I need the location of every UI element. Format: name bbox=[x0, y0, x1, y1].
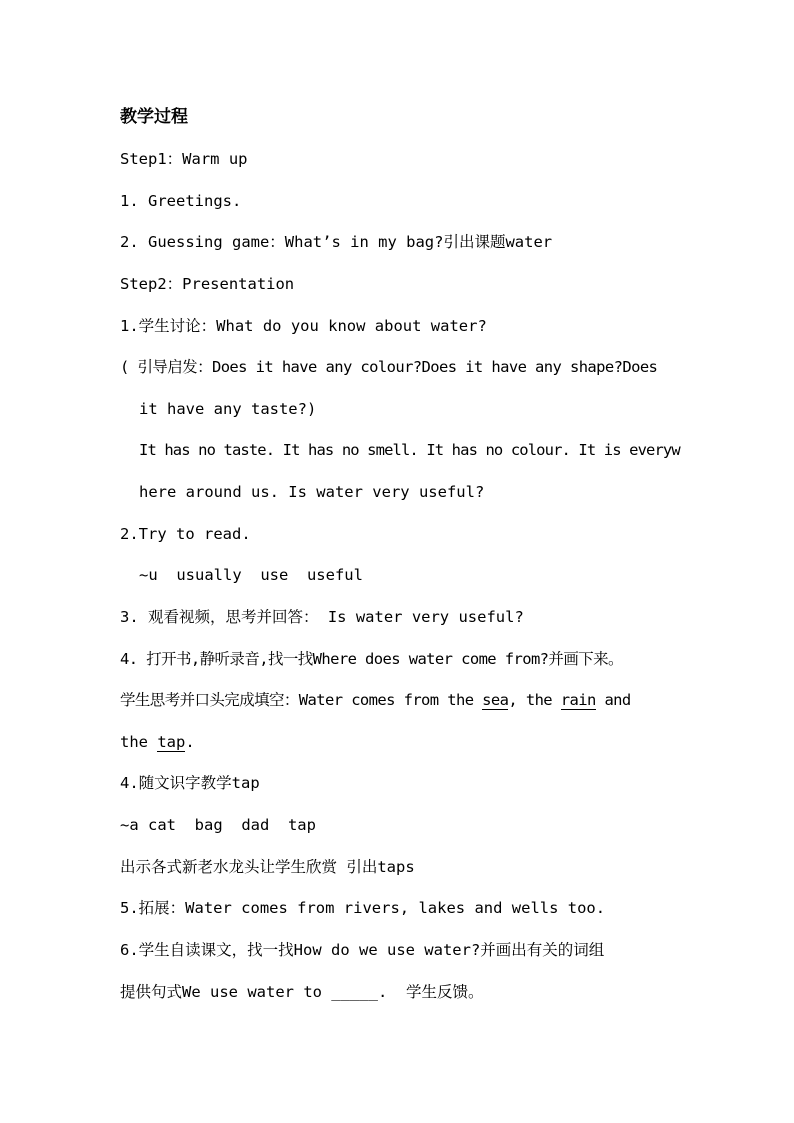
sentence-pattern: 提供句式We use water to _____. 学生反馈。 bbox=[120, 983, 484, 1001]
fill-end: . bbox=[185, 733, 195, 751]
fill-prefix: 学生思考并口头完成填空：Water comes from the bbox=[120, 691, 483, 709]
show-taps-note: 出示各式新老水龙头让学生欣赏 引出taps bbox=[120, 858, 415, 876]
section-title: 教学过程 bbox=[120, 107, 188, 127]
step1-item-greetings: 1. Greetings. bbox=[120, 192, 242, 210]
step2-item-discussion: 1.学生讨论：What do you know about water? bbox=[120, 317, 487, 335]
step2-item-extension: 5.拓展：Water comes from rivers, lakes and wells too. bbox=[120, 899, 606, 917]
fill-and: and bbox=[595, 691, 631, 709]
step1-item-guessing-game: 2. Guessing game：What’s in my bag?引出课题water bbox=[120, 233, 553, 251]
fill-in-blank-line2 bbox=[120, 732, 195, 752]
fill-mid: , the bbox=[508, 691, 561, 709]
fill-in-blank-line1 bbox=[120, 690, 631, 710]
phonics-a-words: ~a cat bag dad tap bbox=[120, 816, 316, 834]
phonics-u-words: ~u usually use useful bbox=[139, 566, 363, 584]
discussion-hint-line2: it have any taste?) bbox=[139, 400, 317, 418]
discussion-answer-line2: here around us. Is water very useful? bbox=[139, 483, 485, 501]
step2-item-try-to-read: 2.Try to read. bbox=[120, 525, 251, 543]
step2-item-listen: 4. 打开书,静听录音,找一找Where does water come from?并画下来。 bbox=[120, 650, 623, 668]
discussion-answer-line1: It has no taste. It has no smell. It has no colour. It is everyw bbox=[139, 441, 680, 459]
step2-item-self-reading: 6.学生自读课文，找一找How do we use water?并画出有关的词组 bbox=[120, 941, 605, 959]
answer-sea: sea bbox=[482, 691, 509, 709]
answer-tap: tap bbox=[157, 733, 186, 751]
step1-heading: Step1：Warm up bbox=[120, 150, 248, 168]
step2-item-word-tap: 4.随文识字教学tap bbox=[120, 774, 260, 792]
fill-the: the bbox=[120, 733, 158, 751]
discussion-hint-line1: ( 引导启发：Does it have any colour?Does it have any shape?Does bbox=[120, 358, 658, 376]
step2-item-video: 3. 观看视频，思考并回答： Is water very useful? bbox=[120, 608, 524, 626]
answer-rain: rain bbox=[560, 691, 596, 709]
step2-heading: Step2：Presentation bbox=[120, 275, 295, 293]
